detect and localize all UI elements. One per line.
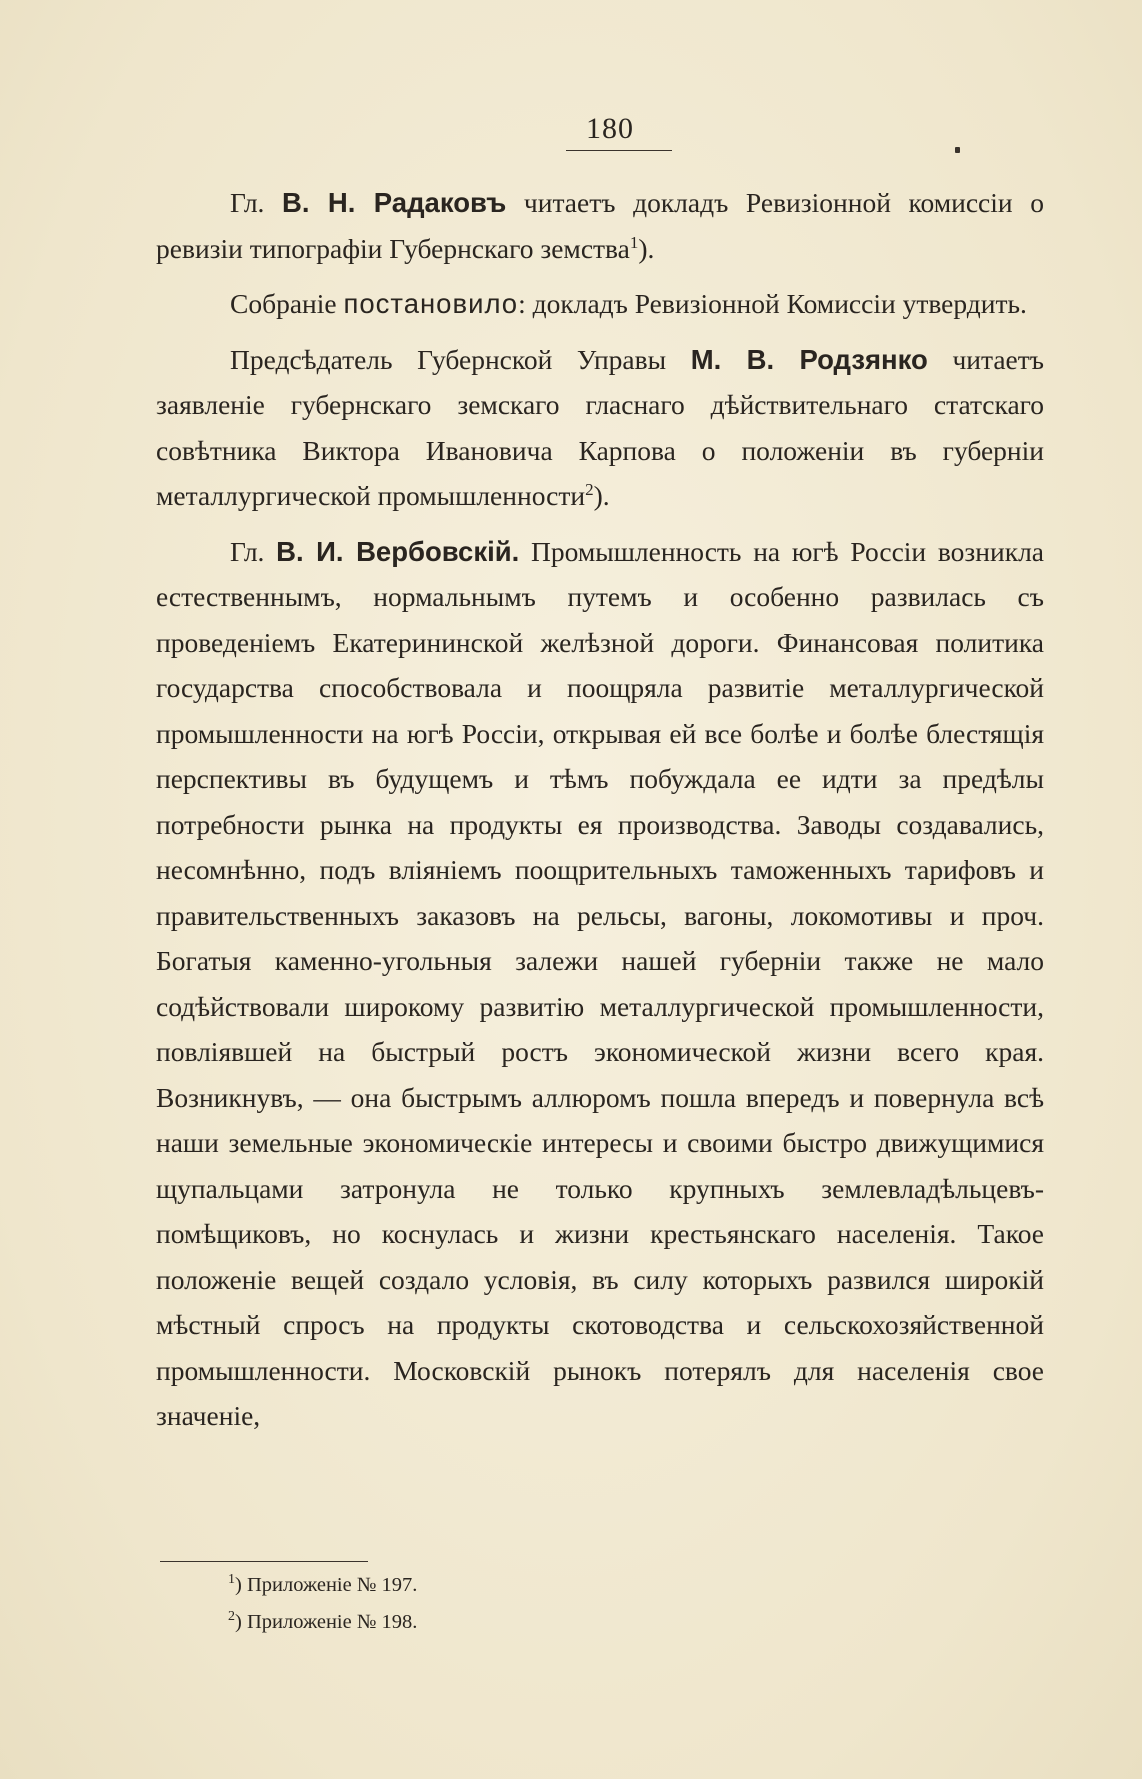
footnote-ref: 2 <box>585 479 594 499</box>
footnote-1 <box>228 1567 728 1604</box>
footnote-rule <box>160 1561 368 1562</box>
paragraph-resolution <box>156 281 1044 327</box>
text-run: читаетъ заявленіе губернскаго земскаго гласнаго дѣйствительнаго статскаго совѣтника Виктора Ивановича Карпова о положеніи въ губерніи металлургической промышленности <box>156 343 1044 511</box>
text-run: ). <box>638 232 655 264</box>
text-run: Гл. <box>230 187 283 218</box>
footnote-ref: 1 <box>629 232 639 252</box>
footnote-2 <box>228 1604 728 1641</box>
footnote-mark: 2 <box>228 1609 235 1625</box>
text-run: Предсѣдатель Губернской Управы <box>230 343 691 375</box>
speaker-name: В. И. Вербовскій. <box>276 535 520 567</box>
footnote-text: ) Приложеніе № 198. <box>235 1611 418 1633</box>
text-run: ). <box>593 480 610 511</box>
speaker-name: В. Н. Радаковъ <box>282 187 507 218</box>
text-run: : докладъ Ревизіонной Комиссіи утвердить. <box>518 288 1027 319</box>
footnote-text: ) Приложеніе № 197. <box>235 1574 418 1596</box>
resolution-word: постановило <box>343 288 519 319</box>
speaker-name: М. В. Родзянко <box>690 343 928 375</box>
text-run: Гл. <box>230 535 277 567</box>
paragraph-verbovsky <box>156 529 1044 1439</box>
ink-speck <box>955 147 960 153</box>
text-run: Собраніе <box>230 288 344 319</box>
footnote-mark: 1 <box>228 1572 235 1588</box>
page-number: 180 <box>586 112 634 145</box>
text-run: Промышленность на югѣ Россіи возникла естественнымъ, нормальнымъ путемъ и особенно развилась съ проведеніемъ Екатерининской желѣзной дороги. Финансовая политика государства способствовала и поощряла развитіе металлургической промышленности на югѣ Россіи, открывая ей все болѣе и болѣе блестящія перспективы въ будущемъ и тѣмъ побуждала ее идти за предѣлы потребности рынка на продукты ея производства. Заводы создавались, несомнѣнно, подъ вліяніемъ поощрительныхъ таможенныхъ тарифовъ и правительственныхъ заказовъ на рельсы, вагоны, локомотивы и проч. Богатыя каменно-угольныя залежи нашей губерніи также не мало содѣйствовали широкому развитію металлургической промышленности, повліявшей на быстрый ростъ экономической жизни всего края. Возникнувъ, — она быстрымъ аллюромъ пошла впередъ и повернула всѣ наши земельные экономическіе интересы и своими быстро движущимися щупальцами затронула не только крупныхъ землевладѣльцевъ-помѣщиковъ, но коснулась и жизни крестьянскаго населенія. Такое положеніе вещей создало условія, въ силу которыхъ развился широкій мѣстный спросъ на продукты скотоводства и сельскохозяйственной промышленности. Московскій рынокъ потерялъ для населенія свое значеніе, <box>156 535 1045 1431</box>
footnotes <box>228 1567 728 1641</box>
paragraph-rodzianko <box>156 337 1044 519</box>
text-run: читаетъ докладъ Ревизіонной комиссіи о ревизіи типографіи Губернскаго земства <box>156 187 1044 264</box>
paragraph-radakov <box>156 180 1044 271</box>
page-number-rule <box>566 150 672 151</box>
body-text <box>156 180 1044 1439</box>
